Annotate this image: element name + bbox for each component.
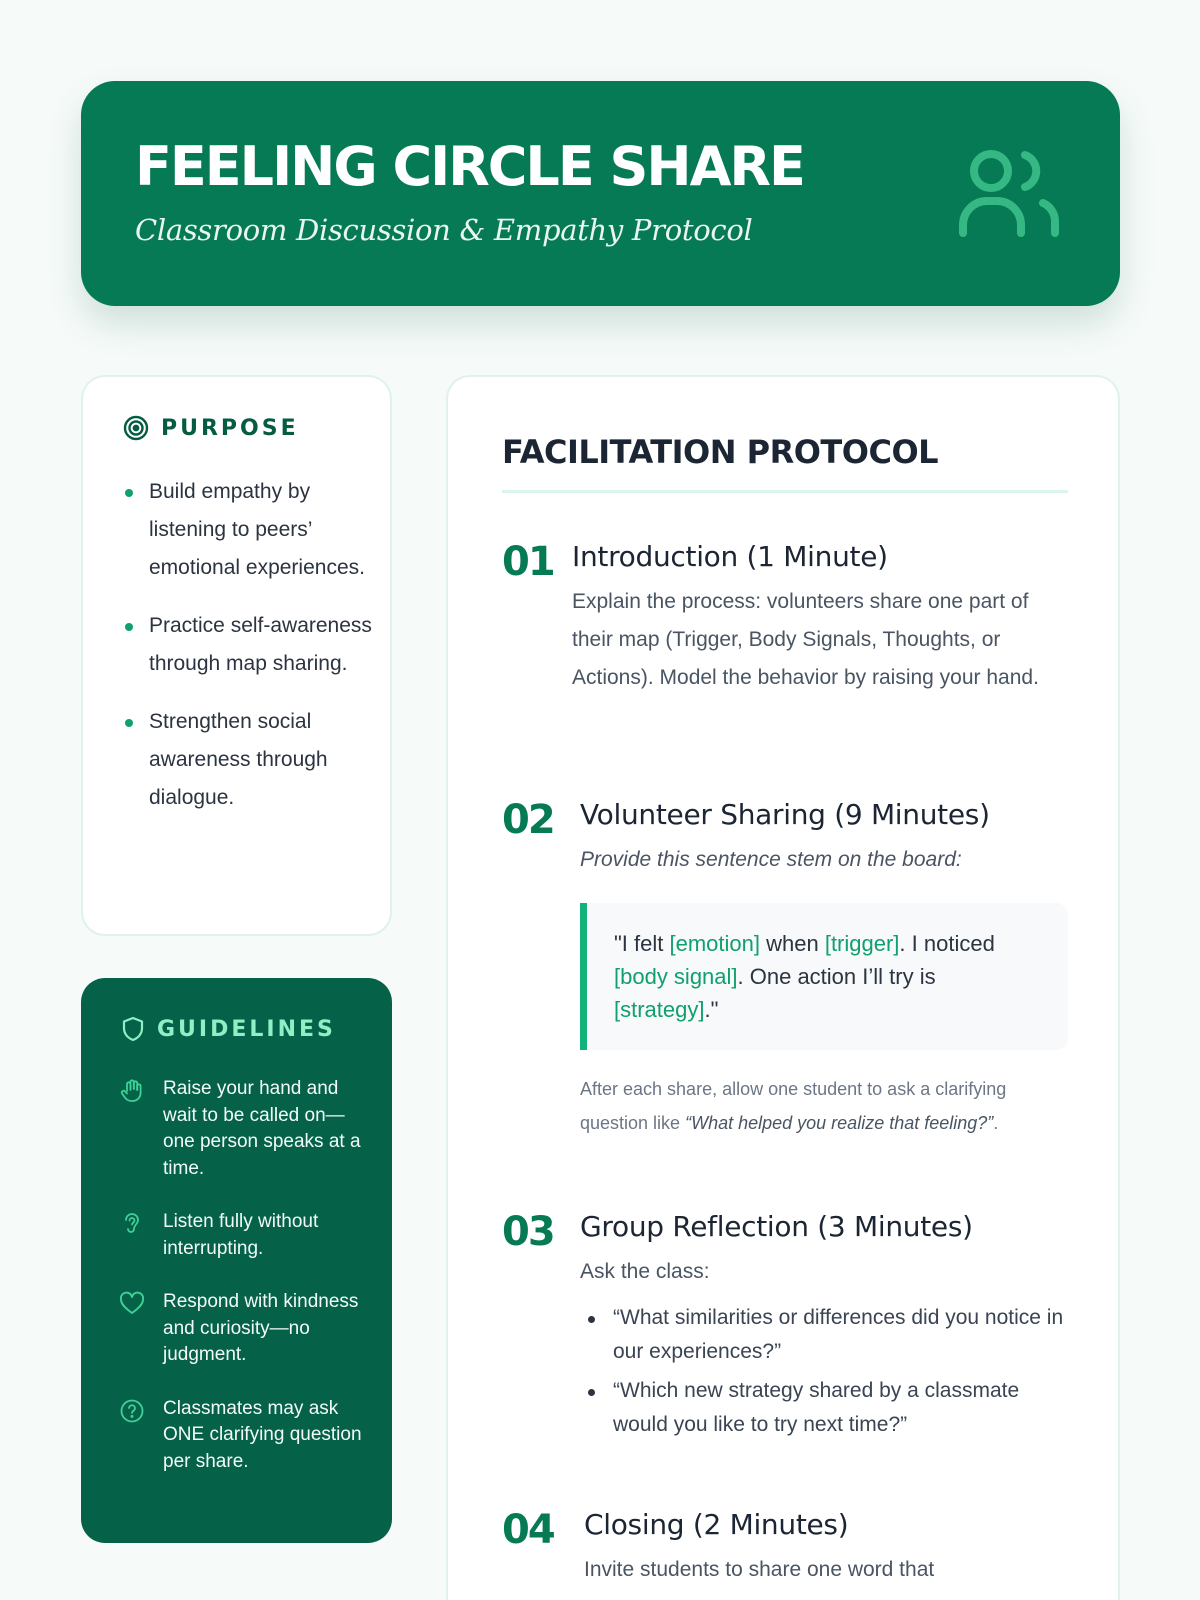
guidelines-heading: [121, 1016, 336, 1042]
list-item: Strengthen social awareness through dialogue.: [123, 703, 373, 817]
step-body: [580, 795, 1068, 1140]
quote-text: .": [704, 997, 719, 1022]
step-number: 01: [502, 539, 554, 585]
page-title: FEELING CIRCLE SHARE: [135, 135, 804, 198]
step-note: [580, 1072, 1068, 1140]
quote-text: "I felt: [614, 931, 670, 956]
guideline-text: Raise your hand and wait to be called on—one person speaks at a time.: [163, 1078, 361, 1179]
purpose-heading: [123, 415, 299, 441]
step-number: 04: [502, 1507, 554, 1553]
protocol-step: [502, 537, 1068, 737]
guidelines-card: [81, 978, 392, 1543]
reflection-questions: [580, 1301, 1068, 1442]
list-item: “Which new strategy shared by a classmate would you like to try next time?”: [580, 1374, 1068, 1442]
protocol-step: [502, 1505, 1068, 1600]
step-body: [584, 1505, 1068, 1589]
quote-blank: [strategy]: [614, 997, 705, 1022]
quote-blank: [body signal]: [614, 964, 738, 989]
guideline-text: Listen fully without interrupting.: [163, 1211, 319, 1259]
list-item: “What similarities or differences did you notice in our experiences?”: [580, 1301, 1068, 1369]
target-icon: [123, 415, 149, 441]
guideline-text: Respond with kindness and curiosity—no judgment.: [163, 1291, 359, 1365]
question-icon: [119, 1398, 145, 1424]
step-title: Volunteer Sharing (9 Minutes): [580, 798, 990, 831]
step-body: [572, 537, 1068, 697]
note-example: “What helped you realize that feeling?”: [685, 1113, 994, 1133]
list-item: [119, 1076, 369, 1182]
header-banner: [81, 81, 1120, 306]
shield-icon: [121, 1016, 145, 1042]
page-subtitle: Classroom Discussion & Empathy Protocol: [135, 213, 753, 247]
step-text: Explain the process: volunteers share one part of their map (Trigger, Body Signals, Thoughts, or Actions). Model the behavior by raising your hand.: [572, 590, 1039, 689]
list-item: Practice self-awareness through map sharing.: [123, 607, 373, 683]
guidelines-heading-label: GUIDELINES: [157, 1016, 336, 1042]
step-number: 03: [502, 1209, 554, 1255]
list-item: [119, 1209, 369, 1262]
guidelines-list: [119, 1076, 369, 1502]
quote-text: when: [760, 931, 825, 956]
hand-icon: [119, 1078, 145, 1104]
protocol-card: [446, 375, 1120, 1600]
divider: [502, 490, 1068, 493]
step-title: Group Reflection (3 Minutes): [580, 1210, 973, 1243]
users-icon: [957, 147, 1059, 249]
step-text: Provide this sentence stem on the board:: [580, 848, 962, 871]
protocol-title: FACILITATION PROTOCOL: [502, 433, 939, 471]
quote-blank: [emotion]: [669, 931, 760, 956]
sentence-stem-quote: [580, 903, 1068, 1050]
purpose-list: [123, 473, 373, 837]
step-body: [580, 1207, 1068, 1447]
list-item: [119, 1396, 369, 1476]
step-text: Invite students to share one word that: [584, 1558, 935, 1581]
purpose-heading-label: PURPOSE: [161, 415, 299, 441]
step-number: 02: [502, 797, 554, 843]
protocol-step: [502, 1207, 1068, 1447]
note-text: After each share, allow one student to ask a clarifying question like: [580, 1079, 1007, 1133]
step-title: Introduction (1 Minute): [572, 540, 888, 573]
protocol-step: [502, 795, 1068, 1135]
list-item: [119, 1289, 369, 1369]
quote-text: . I noticed: [899, 931, 995, 956]
quote-text: . One action I’ll try is: [737, 964, 936, 989]
guideline-text: Classmates may ask ONE clarifying question per share.: [163, 1397, 362, 1472]
step-title: Closing (2 Minutes): [584, 1508, 849, 1541]
step-text: Ask the class:: [580, 1260, 710, 1283]
purpose-card: [81, 375, 392, 936]
heart-icon: [119, 1291, 145, 1317]
note-end: .: [993, 1113, 999, 1133]
quote-blank: [trigger]: [824, 931, 900, 956]
list-item: Build empathy by listening to peers’ emotional experiences.: [123, 473, 373, 587]
ear-icon: [119, 1211, 145, 1237]
